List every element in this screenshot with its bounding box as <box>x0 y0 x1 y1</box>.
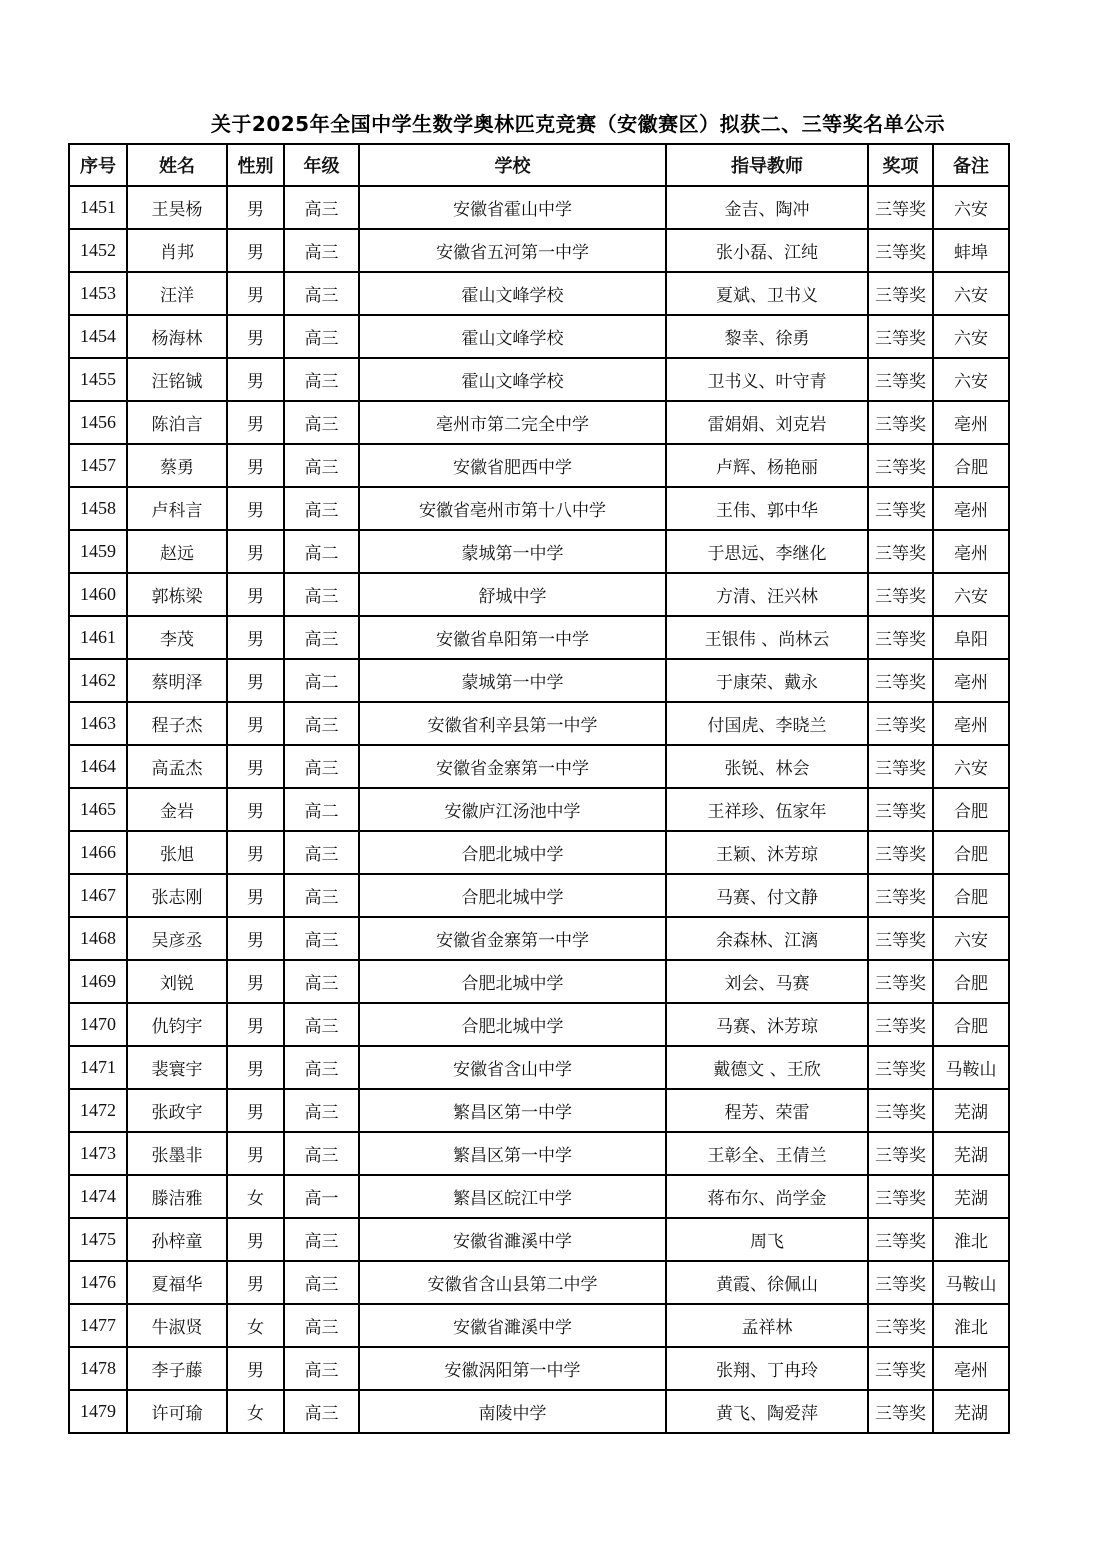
award-list-table <box>68 143 1010 1434</box>
table-row <box>69 745 1009 788</box>
cell-grade: 高三 <box>284 831 359 874</box>
table-row <box>69 229 1009 272</box>
cell-gender: 男 <box>227 315 284 358</box>
cell-name: 张志刚 <box>127 874 227 917</box>
cell-grade: 高三 <box>284 444 359 487</box>
table-row <box>69 788 1009 831</box>
cell-award: 三等奖 <box>868 1175 933 1218</box>
cell-award: 三等奖 <box>868 358 933 401</box>
cell-award: 三等奖 <box>868 401 933 444</box>
table-row <box>69 1304 1009 1347</box>
cell-gender: 男 <box>227 917 284 960</box>
cell-award: 三等奖 <box>868 1089 933 1132</box>
table-row <box>69 1132 1009 1175</box>
cell-award: 三等奖 <box>868 960 933 1003</box>
header-award: 奖项 <box>868 144 933 186</box>
cell-teacher: 马赛、沐芳琼 <box>666 1003 868 1046</box>
cell-grade: 高三 <box>284 960 359 1003</box>
cell-seq: 1478 <box>69 1347 127 1390</box>
cell-school: 霍山文峰学校 <box>359 315 666 358</box>
cell-note: 芜湖 <box>933 1132 1009 1175</box>
cell-grade: 高二 <box>284 530 359 573</box>
cell-name: 卢科言 <box>127 487 227 530</box>
cell-note: 亳州 <box>933 659 1009 702</box>
cell-seq: 1457 <box>69 444 127 487</box>
cell-note: 马鞍山 <box>933 1261 1009 1304</box>
cell-award: 三等奖 <box>868 1347 933 1390</box>
table-row <box>69 487 1009 530</box>
table-row <box>69 874 1009 917</box>
header-grade: 年级 <box>284 144 359 186</box>
cell-note: 合肥 <box>933 831 1009 874</box>
cell-school: 安徽省阜阳第一中学 <box>359 616 666 659</box>
table-row <box>69 960 1009 1003</box>
cell-note: 亳州 <box>933 487 1009 530</box>
cell-seq: 1462 <box>69 659 127 702</box>
cell-school: 繁昌区第一中学 <box>359 1089 666 1132</box>
table-row <box>69 917 1009 960</box>
cell-seq: 1467 <box>69 874 127 917</box>
cell-school: 安徽省肥西中学 <box>359 444 666 487</box>
cell-gender: 男 <box>227 487 284 530</box>
cell-note: 合肥 <box>933 1003 1009 1046</box>
cell-award: 三等奖 <box>868 229 933 272</box>
table-row <box>69 1390 1009 1433</box>
cell-school: 安徽省金寨第一中学 <box>359 917 666 960</box>
cell-teacher: 于康荣、戴永 <box>666 659 868 702</box>
cell-gender: 男 <box>227 960 284 1003</box>
cell-seq: 1463 <box>69 702 127 745</box>
cell-award: 三等奖 <box>868 1003 933 1046</box>
cell-seq: 1460 <box>69 573 127 616</box>
cell-gender: 男 <box>227 401 284 444</box>
cell-gender: 男 <box>227 1003 284 1046</box>
cell-school: 合肥北城中学 <box>359 831 666 874</box>
table-row <box>69 1089 1009 1132</box>
cell-gender: 男 <box>227 444 284 487</box>
table-row <box>69 272 1009 315</box>
cell-school: 繁昌区皖江中学 <box>359 1175 666 1218</box>
cell-gender: 男 <box>227 702 284 745</box>
cell-note: 合肥 <box>933 788 1009 831</box>
cell-note: 蚌埠 <box>933 229 1009 272</box>
cell-award: 三等奖 <box>868 1261 933 1304</box>
cell-name: 牛淑贤 <box>127 1304 227 1347</box>
cell-teacher: 卫书义、叶守青 <box>666 358 868 401</box>
cell-grade: 高三 <box>284 1261 359 1304</box>
cell-teacher: 张翔、丁冉玲 <box>666 1347 868 1390</box>
cell-note: 芜湖 <box>933 1175 1009 1218</box>
cell-school: 安徽庐江汤池中学 <box>359 788 666 831</box>
cell-school: 蒙城第一中学 <box>359 659 666 702</box>
cell-teacher: 雷娟娟、刘克岩 <box>666 401 868 444</box>
cell-seq: 1456 <box>69 401 127 444</box>
cell-name: 吴彦丞 <box>127 917 227 960</box>
cell-gender: 男 <box>227 229 284 272</box>
cell-school: 合肥北城中学 <box>359 960 666 1003</box>
cell-award: 三等奖 <box>868 745 933 788</box>
cell-school: 安徽涡阳第一中学 <box>359 1347 666 1390</box>
cell-seq: 1461 <box>69 616 127 659</box>
cell-note: 六安 <box>933 573 1009 616</box>
cell-school: 霍山文峰学校 <box>359 272 666 315</box>
table-row <box>69 401 1009 444</box>
cell-note: 芜湖 <box>933 1390 1009 1433</box>
cell-gender: 女 <box>227 1304 284 1347</box>
cell-name: 蔡勇 <box>127 444 227 487</box>
cell-teacher: 王彰全、王倩兰 <box>666 1132 868 1175</box>
table-body <box>69 186 1009 1433</box>
cell-teacher: 方清、汪兴林 <box>666 573 868 616</box>
cell-grade: 高三 <box>284 1089 359 1132</box>
cell-gender: 男 <box>227 745 284 788</box>
cell-name: 汪铭铖 <box>127 358 227 401</box>
cell-school: 安徽省含山中学 <box>359 1046 666 1089</box>
cell-award: 三等奖 <box>868 1132 933 1175</box>
cell-name: 汪洋 <box>127 272 227 315</box>
cell-school: 安徽省金寨第一中学 <box>359 745 666 788</box>
cell-name: 许可瑜 <box>127 1390 227 1433</box>
cell-note: 亳州 <box>933 530 1009 573</box>
cell-school: 繁昌区第一中学 <box>359 1132 666 1175</box>
cell-teacher: 金吉、陶冲 <box>666 186 868 229</box>
cell-name: 高孟杰 <box>127 745 227 788</box>
cell-seq: 1474 <box>69 1175 127 1218</box>
cell-seq: 1451 <box>69 186 127 229</box>
cell-grade: 高三 <box>284 315 359 358</box>
cell-seq: 1459 <box>69 530 127 573</box>
cell-award: 三等奖 <box>868 186 933 229</box>
cell-grade: 高三 <box>284 917 359 960</box>
cell-teacher: 余森林、江漓 <box>666 917 868 960</box>
cell-award: 三等奖 <box>868 1390 933 1433</box>
cell-gender: 女 <box>227 1390 284 1433</box>
cell-gender: 男 <box>227 358 284 401</box>
table-row <box>69 1261 1009 1304</box>
cell-seq: 1473 <box>69 1132 127 1175</box>
table-row <box>69 702 1009 745</box>
cell-teacher: 周飞 <box>666 1218 868 1261</box>
cell-teacher: 黎幸、徐勇 <box>666 315 868 358</box>
table-row <box>69 616 1009 659</box>
cell-grade: 高三 <box>284 702 359 745</box>
table-row <box>69 831 1009 874</box>
cell-name: 张旭 <box>127 831 227 874</box>
cell-school: 舒城中学 <box>359 573 666 616</box>
cell-school: 安徽省濉溪中学 <box>359 1304 666 1347</box>
cell-award: 三等奖 <box>868 702 933 745</box>
cell-seq: 1471 <box>69 1046 127 1089</box>
cell-grade: 高三 <box>284 229 359 272</box>
cell-name: 程子杰 <box>127 702 227 745</box>
cell-note: 亳州 <box>933 702 1009 745</box>
cell-name: 王昊杨 <box>127 186 227 229</box>
cell-note: 六安 <box>933 272 1009 315</box>
cell-teacher: 程芳、荣雷 <box>666 1089 868 1132</box>
cell-seq: 1452 <box>69 229 127 272</box>
table-row <box>69 1175 1009 1218</box>
cell-note: 淮北 <box>933 1218 1009 1261</box>
cell-note: 马鞍山 <box>933 1046 1009 1089</box>
cell-name: 张墨非 <box>127 1132 227 1175</box>
cell-school: 亳州市第二完全中学 <box>359 401 666 444</box>
cell-gender: 男 <box>227 1261 284 1304</box>
cell-gender: 男 <box>227 874 284 917</box>
cell-grade: 高一 <box>284 1175 359 1218</box>
table-row <box>69 1003 1009 1046</box>
cell-gender: 男 <box>227 1046 284 1089</box>
cell-name: 孙梓童 <box>127 1218 227 1261</box>
cell-seq: 1464 <box>69 745 127 788</box>
cell-school: 安徽省利辛县第一中学 <box>359 702 666 745</box>
cell-grade: 高三 <box>284 616 359 659</box>
cell-school: 安徽省含山县第二中学 <box>359 1261 666 1304</box>
cell-grade: 高三 <box>284 1003 359 1046</box>
cell-teacher: 孟祥林 <box>666 1304 868 1347</box>
cell-grade: 高三 <box>284 1347 359 1390</box>
cell-grade: 高三 <box>284 487 359 530</box>
header-school: 学校 <box>359 144 666 186</box>
cell-award: 三等奖 <box>868 1046 933 1089</box>
cell-seq: 1479 <box>69 1390 127 1433</box>
cell-note: 六安 <box>933 186 1009 229</box>
header-seq: 序号 <box>69 144 127 186</box>
cell-grade: 高三 <box>284 1390 359 1433</box>
cell-note: 六安 <box>933 745 1009 788</box>
cell-name: 李子藤 <box>127 1347 227 1390</box>
cell-grade: 高三 <box>284 1304 359 1347</box>
cell-grade: 高三 <box>284 1218 359 1261</box>
cell-gender: 男 <box>227 530 284 573</box>
cell-grade: 高三 <box>284 1046 359 1089</box>
cell-note: 六安 <box>933 917 1009 960</box>
cell-award: 三等奖 <box>868 616 933 659</box>
cell-gender: 男 <box>227 573 284 616</box>
cell-teacher: 卢辉、杨艳丽 <box>666 444 868 487</box>
cell-school: 蒙城第一中学 <box>359 530 666 573</box>
cell-note: 合肥 <box>933 444 1009 487</box>
cell-award: 三等奖 <box>868 573 933 616</box>
cell-seq: 1477 <box>69 1304 127 1347</box>
cell-grade: 高三 <box>284 573 359 616</box>
cell-teacher: 王银伟 、尚林云 <box>666 616 868 659</box>
table-row <box>69 573 1009 616</box>
cell-school: 合肥北城中学 <box>359 1003 666 1046</box>
cell-seq: 1455 <box>69 358 127 401</box>
cell-school: 安徽省霍山中学 <box>359 186 666 229</box>
cell-name: 蔡明泽 <box>127 659 227 702</box>
page-title: 关于2025年全国中学生数学奥林匹克竞赛（安徽赛区）拟获二、三等奖名单公示 <box>210 112 946 136</box>
cell-award: 三等奖 <box>868 444 933 487</box>
cell-award: 三等奖 <box>868 487 933 530</box>
cell-school: 安徽省五河第一中学 <box>359 229 666 272</box>
cell-seq: 1453 <box>69 272 127 315</box>
table-row <box>69 315 1009 358</box>
cell-teacher: 蒋布尔、尚学金 <box>666 1175 868 1218</box>
cell-grade: 高三 <box>284 745 359 788</box>
cell-name: 赵远 <box>127 530 227 573</box>
cell-grade: 高三 <box>284 401 359 444</box>
cell-grade: 高三 <box>284 874 359 917</box>
cell-school: 霍山文峰学校 <box>359 358 666 401</box>
table-row <box>69 358 1009 401</box>
cell-teacher: 王颖、沐芳琼 <box>666 831 868 874</box>
cell-school: 安徽省濉溪中学 <box>359 1218 666 1261</box>
cell-name: 金岩 <box>127 788 227 831</box>
cell-note: 亳州 <box>933 1347 1009 1390</box>
table-header-row <box>69 144 1009 186</box>
cell-award: 三等奖 <box>868 1304 933 1347</box>
table-row <box>69 530 1009 573</box>
cell-note: 六安 <box>933 358 1009 401</box>
cell-note: 六安 <box>933 315 1009 358</box>
cell-name: 郭栋梁 <box>127 573 227 616</box>
header-teacher: 指导教师 <box>666 144 868 186</box>
cell-seq: 1470 <box>69 1003 127 1046</box>
cell-seq: 1469 <box>69 960 127 1003</box>
cell-gender: 男 <box>227 616 284 659</box>
table-row <box>69 1218 1009 1261</box>
cell-award: 三等奖 <box>868 1218 933 1261</box>
cell-seq: 1475 <box>69 1218 127 1261</box>
cell-school: 安徽省亳州市第十八中学 <box>359 487 666 530</box>
table-row <box>69 186 1009 229</box>
cell-gender: 男 <box>227 1347 284 1390</box>
cell-gender: 男 <box>227 272 284 315</box>
cell-name: 夏福华 <box>127 1261 227 1304</box>
cell-teacher: 王祥珍、伍家年 <box>666 788 868 831</box>
cell-award: 三等奖 <box>868 272 933 315</box>
cell-teacher: 马赛、付文静 <box>666 874 868 917</box>
cell-teacher: 付国虎、李晓兰 <box>666 702 868 745</box>
cell-note: 亳州 <box>933 401 1009 444</box>
cell-gender: 男 <box>227 1218 284 1261</box>
cell-seq: 1465 <box>69 788 127 831</box>
cell-seq: 1468 <box>69 917 127 960</box>
cell-name: 裴寰宇 <box>127 1046 227 1089</box>
cell-school: 合肥北城中学 <box>359 874 666 917</box>
cell-teacher: 张锐、林会 <box>666 745 868 788</box>
cell-seq: 1472 <box>69 1089 127 1132</box>
cell-seq: 1458 <box>69 487 127 530</box>
cell-note: 芜湖 <box>933 1089 1009 1132</box>
table-row <box>69 1046 1009 1089</box>
cell-award: 三等奖 <box>868 659 933 702</box>
cell-teacher: 王伟、郭中华 <box>666 487 868 530</box>
cell-seq: 1476 <box>69 1261 127 1304</box>
cell-gender: 男 <box>227 1132 284 1175</box>
cell-gender: 女 <box>227 1175 284 1218</box>
table-row <box>69 444 1009 487</box>
cell-name: 张政宇 <box>127 1089 227 1132</box>
cell-award: 三等奖 <box>868 788 933 831</box>
header-gender: 性别 <box>227 144 284 186</box>
cell-award: 三等奖 <box>868 917 933 960</box>
table-row <box>69 1347 1009 1390</box>
cell-teacher: 黄霞、徐佩山 <box>666 1261 868 1304</box>
cell-award: 三等奖 <box>868 315 933 358</box>
table-row <box>69 659 1009 702</box>
cell-grade: 高二 <box>284 788 359 831</box>
cell-school: 南陵中学 <box>359 1390 666 1433</box>
cell-gender: 男 <box>227 659 284 702</box>
cell-award: 三等奖 <box>868 874 933 917</box>
cell-name: 滕洁雅 <box>127 1175 227 1218</box>
cell-grade: 高三 <box>284 358 359 401</box>
cell-teacher: 夏斌、卫书义 <box>666 272 868 315</box>
cell-name: 肖邦 <box>127 229 227 272</box>
cell-grade: 高二 <box>284 659 359 702</box>
cell-teacher: 戴德文 、王欣 <box>666 1046 868 1089</box>
cell-teacher: 黄飞、陶爱萍 <box>666 1390 868 1433</box>
cell-note: 阜阳 <box>933 616 1009 659</box>
cell-gender: 男 <box>227 831 284 874</box>
cell-teacher: 张小磊、江纯 <box>666 229 868 272</box>
cell-teacher: 于思远、李继化 <box>666 530 868 573</box>
cell-seq: 1466 <box>69 831 127 874</box>
cell-name: 李茂 <box>127 616 227 659</box>
cell-name: 刘锐 <box>127 960 227 1003</box>
cell-award: 三等奖 <box>868 831 933 874</box>
cell-note: 淮北 <box>933 1304 1009 1347</box>
cell-name: 杨海林 <box>127 315 227 358</box>
cell-name: 陈泊言 <box>127 401 227 444</box>
cell-teacher: 刘会、马赛 <box>666 960 868 1003</box>
cell-gender: 男 <box>227 186 284 229</box>
cell-gender: 男 <box>227 1089 284 1132</box>
cell-grade: 高三 <box>284 186 359 229</box>
cell-name: 仇钧宇 <box>127 1003 227 1046</box>
cell-award: 三等奖 <box>868 530 933 573</box>
header-name: 姓名 <box>127 144 227 186</box>
cell-seq: 1454 <box>69 315 127 358</box>
cell-grade: 高三 <box>284 1132 359 1175</box>
cell-note: 合肥 <box>933 960 1009 1003</box>
header-note: 备注 <box>933 144 1009 186</box>
cell-gender: 男 <box>227 788 284 831</box>
cell-note: 合肥 <box>933 874 1009 917</box>
cell-grade: 高三 <box>284 272 359 315</box>
